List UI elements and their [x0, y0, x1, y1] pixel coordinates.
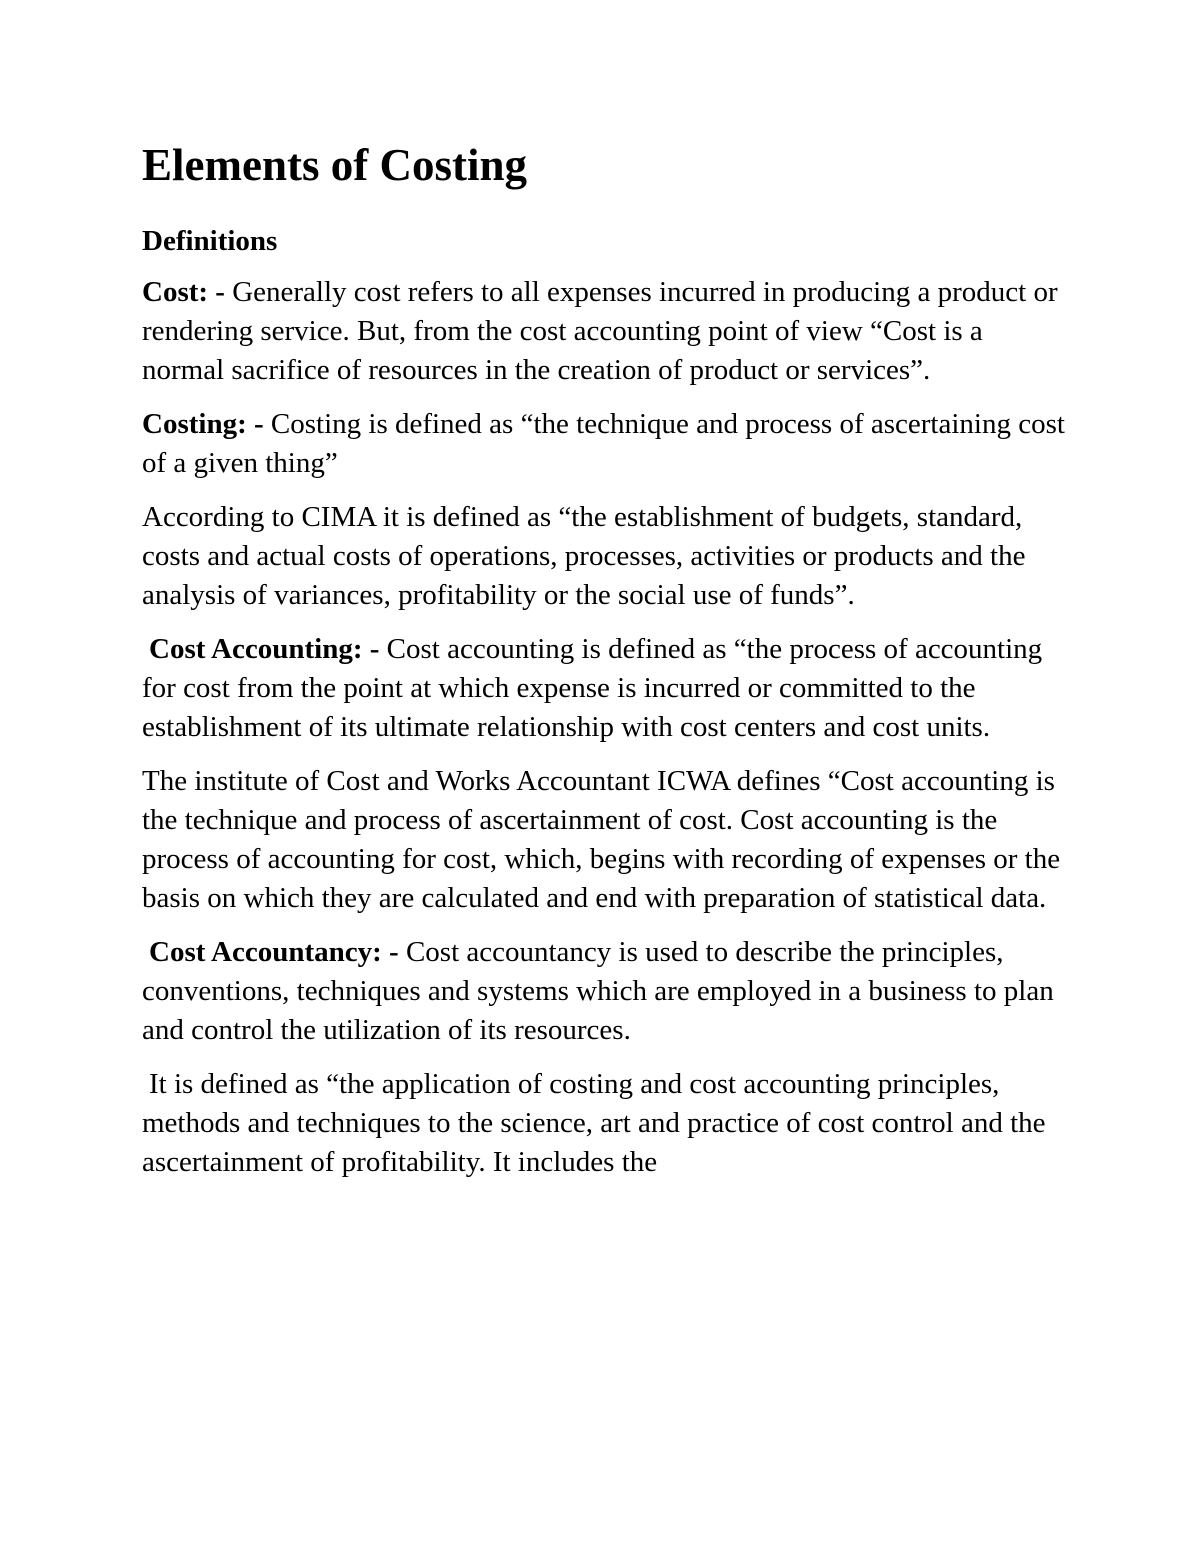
paragraph-cost — [142, 273, 1072, 390]
definition-cost-accountancy: Cost accountancy is used to describe the principles, conventions, techniques and systems which are employed in a business to plan and control the utilization of its resources. — [142, 935, 1054, 1046]
paragraph-cost-accounting — [142, 630, 1072, 747]
definition-cost-accounting: Cost accounting is defined as “the process of accounting for cost from the point at which expense is incurred or committed to the establishment of its ultimate relationship with cost centers and cost units. — [142, 632, 1043, 743]
term-cost-accounting: Cost Accounting: - — [149, 632, 387, 665]
term-cost-accountancy: Cost Accountancy: - — [149, 935, 406, 968]
definition-icwa: The institute of Cost and Works Accountant ICWA defines “Cost accounting is the technique and process of ascertainment of cost. Cost accounting is the process of accounting for cost, which, begins with recording of expenses or the basis on which they are calculated and end with preparation of statistical data. — [142, 764, 1061, 914]
term-cost: Cost: - — [142, 275, 233, 308]
term-costing: Costing: - — [142, 407, 271, 440]
paragraph-cima — [142, 498, 1072, 615]
definition-accountancy: It is defined as “the application of costing and cost accounting principles, methods and techniques to the science, art and practice of cost control and the ascertainment of profitability. It includes the — [142, 1067, 1046, 1178]
definition-cost: Generally cost refers to all expenses incurred in producing a product or rendering service. But, from the cost accounting point of view “Cost is a normal sacrifice of resources in the creation of product or services”. — [142, 275, 1058, 386]
definition-cima: According to CIMA it is defined as “the establishment of budgets, standard, costs and actual costs of operations, processes, activities or products and the analysis of variances, profitability or the social use of funds”. — [142, 500, 1026, 611]
paragraph-cost-accountancy — [142, 933, 1072, 1050]
section-heading-definitions: Definitions — [142, 224, 278, 257]
paragraph-accountancy-definition — [142, 1065, 1072, 1182]
paragraph-costing — [142, 405, 1072, 483]
paragraph-icwa — [142, 762, 1072, 918]
document-page — [142, 140, 1072, 1197]
page-title: Elements of Costing — [142, 140, 527, 190]
definition-costing: Costing is defined as “the technique and process of ascertaining cost of a given thing” — [142, 407, 1065, 479]
